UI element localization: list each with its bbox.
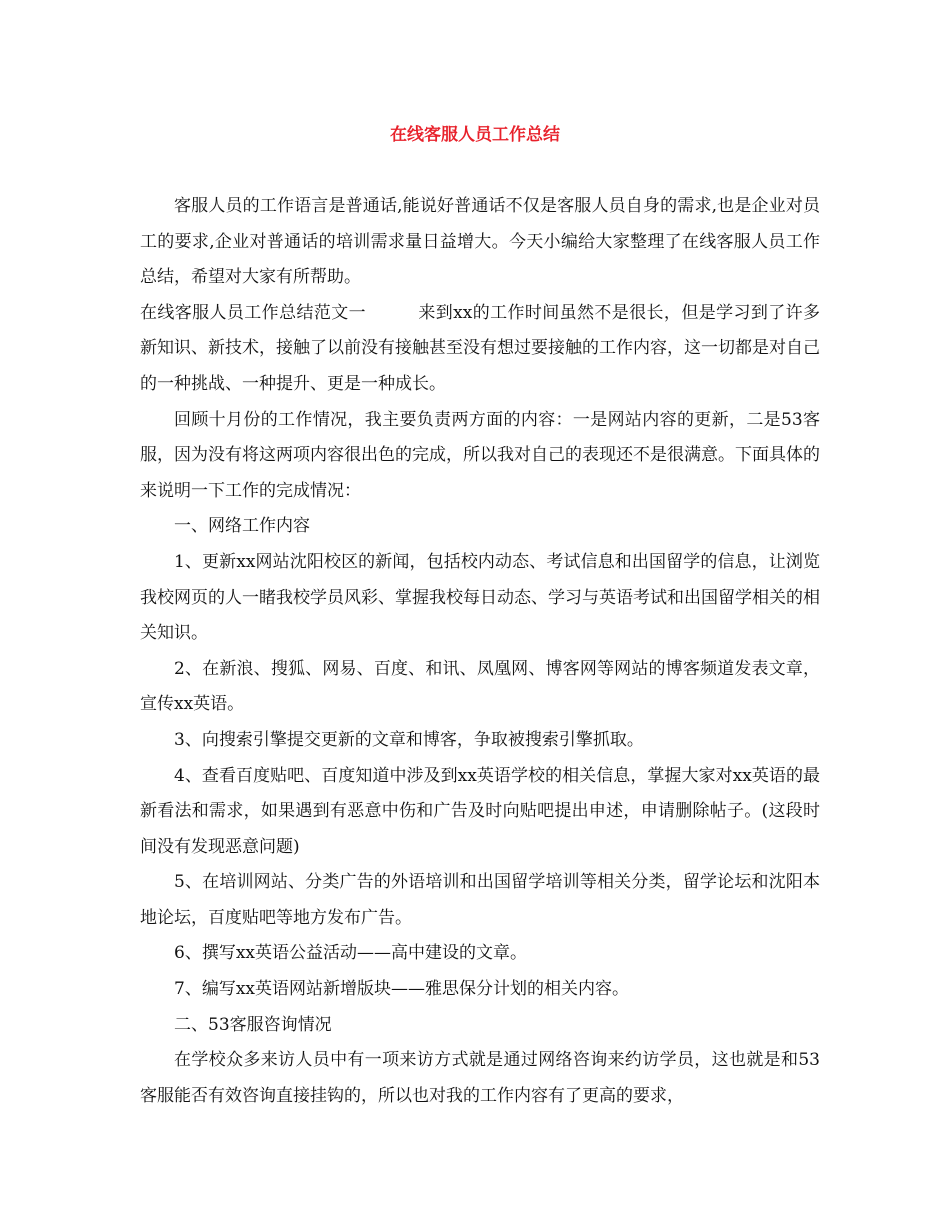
paragraph-sample-one-text: 来到xx的工作时间虽然不是很长，但是学习到了许多新知识、新技术，接触了以前没有接触甚至没有想过要接触的工作内容，这一切都是对自己的一种挑战、一种提升、更是一种成长。	[140, 302, 820, 394]
list-item-7: 7、编写xx英语网站新增版块——雅思保分计划的相关内容。	[174, 979, 629, 1000]
section-heading-network: 一、网络工作内容	[174, 516, 310, 537]
document-body	[140, 189, 820, 1114]
paragraph-sample-one	[140, 296, 820, 403]
list-item-2: 2、在新浪、搜狐、网易、百度、和讯、凤凰网、博客网等网站的博客频道发表文章，宣传xx英语。	[140, 658, 820, 715]
section-heading-sample-one: 在线客服人员工作总结范文一	[140, 302, 366, 323]
list-item-3: 3、向搜索引擎提交更新的文章和博客，争取被搜索引擎抓取。	[174, 729, 644, 750]
list-item-1: 1、更新xx网站沈阳校区的新闻，包括校内动态、考试信息和出国留学的信息，让浏览我校网页的人一睹我校学员风彩、掌握我校每日动态、学习与英语考试和出国留学相关的相关知识。	[140, 551, 820, 644]
document-title: 在线客服人员工作总结	[390, 125, 560, 145]
paragraph-review: 回顾十月份的工作情况，我主要负责两方面的内容：一是网站内容的更新，二是53客服，因为没有将这两项内容很出色的完成，所以我对自己的表现还不是很满意。下面具体的来说明一下工作的完成情况：	[140, 409, 820, 501]
list-item-6: 6、撰写xx英语公益活动——高中建设的文章。	[174, 943, 527, 964]
paragraph-intro: 客服人员的工作语言是普通话,能说好普通话不仅是客服人员自身的需求,也是企业对员工的要求,企业对普通话的培训需求量日益增大。今天小编给大家整理了在线客服人员工作总结，希望对大家有所帮助。	[140, 196, 820, 288]
list-item-5: 5、在培训网站、分类广告的外语培训和出国留学培训等相关分类，留学论坛和沈阳本地论坛，百度贴吧等地方发布广告。	[140, 872, 820, 928]
paragraph-consulting: 在学校众多来访人员中有一项来访方式就是通过网络咨询来约访学员，这也就是和53客服能否有效咨询直接挂钩的，所以也对我的工作内容有了更高的要求，	[140, 1050, 820, 1106]
list-item-4: 4、查看百度贴吧、百度知道中涉及到xx英语学校的相关信息，掌握大家对xx英语的最新看法和需求，如果遇到有恶意中伤和广告及时向贴吧提出申述，申请删除帖子。(这段时间没有发现恶意问题)	[140, 765, 820, 857]
section-heading-consulting: 二、53客服咨询情况	[174, 1014, 332, 1035]
